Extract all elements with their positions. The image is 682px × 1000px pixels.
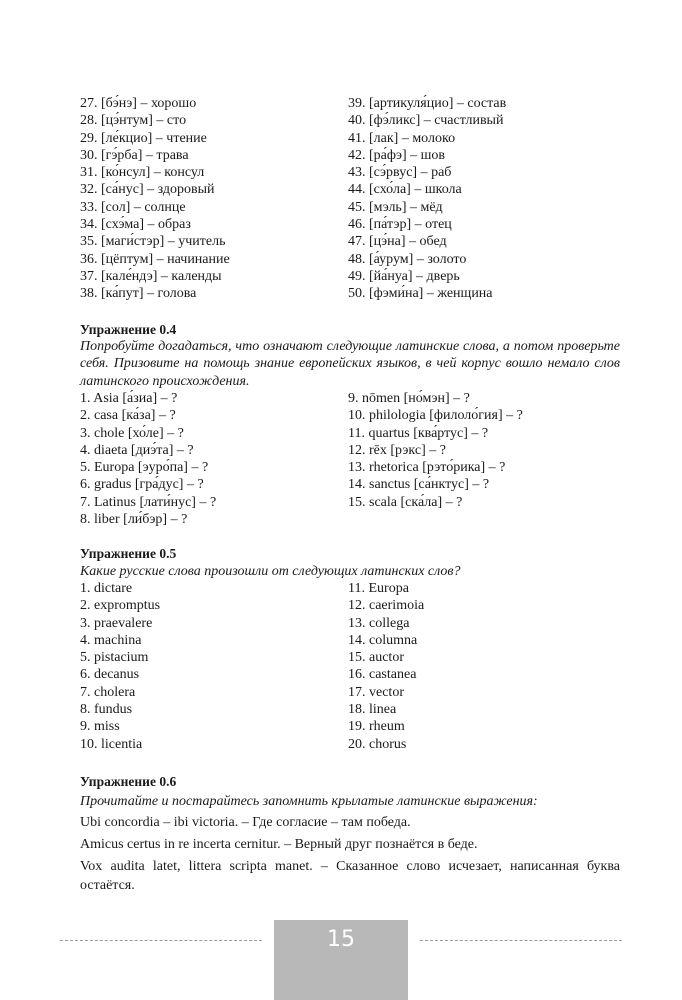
footer-dashed-line-right [420,940,622,941]
page-number-box [274,920,408,1000]
page-footer [60,920,622,1000]
exercise-0-5-right-column [348,580,620,753]
vocab-item: 27. [бэ́нэ] – хорошо [80,96,197,111]
phrase-2: Amicus certus in re incerta cernitur. – Верный друг познаётся в беде. [80,837,478,852]
vocab-item: 36. [цёптум] – начинание [80,251,230,267]
exercise-item: 10. philologia [филоло́гия] – ? [348,408,523,424]
phrase-3: Vox audita latet, littera scripta manet. – Сказанное слово исчезает, написанная буква остаётся. [80,859,620,893]
vocab-item: 45. [мэль] – мёд [348,199,443,215]
exercise-item: 17. vector [348,684,404,700]
exercise-item: 11. Europa [348,581,409,596]
vocab-list [80,95,620,303]
vocab-item: 28. [цэ́нтум] – сто [80,113,187,129]
exercise-0-4-right-column [348,390,620,528]
exercise-0-5-instruction: Какие русские слова произошли от следующих латинских слов? [80,564,461,579]
exercise-0-4-instruction: Попробуйте догадаться, что означают следующие латинские слова, а потом проверьте себя. Призовите на помощь знание европейских языков, в чей корпус вошло немало слов латинского происхождения. [80,339,620,389]
exercise-item: 5. pistacium [80,650,149,666]
vocab-item: 30. [гэ́рба] – трава [80,147,189,163]
vocab-item: 32. [са́нус] – здоровый [80,182,215,198]
vocab-item: 29. [ле́кцио] – чтение [80,130,207,146]
exercise-item: 13. rhetorica [рэто́рика] – ? [348,460,506,476]
phrase-1: Ubi concordia – ibi victoria. – Где согласие – там победа. [80,815,411,830]
exercise-item: 3. praevalere [80,615,153,631]
vocab-item: 49. [йа́нуа] – дверь [348,268,460,284]
exercise-item: 16. castanea [348,667,417,683]
exercise-item: 8. liber [ли́бэр] – ? [80,512,188,528]
exercise-item: 4. machina [80,632,142,648]
exercise-item: 5. Europa [эуро́па] – ? [80,460,209,476]
exercise-0-5-title: Упражнение 0.5 [80,546,177,561]
exercise-0-4-list [80,390,620,528]
exercise-item: 1. Asia [а́зиа] – ? [80,391,178,406]
exercise-item: 10. licentia [80,736,143,752]
vocab-item: 33. [сол] – солнце [80,199,186,215]
exercise-item: 14. sanctus [са́нктус] – ? [348,477,490,493]
exercise-item: 7. cholera [80,684,136,700]
vocab-item: 41. [лак] – молоко [348,130,456,146]
vocab-left-column [80,95,348,303]
exercise-item: 7. Latinus [лати́нус] – ? [80,494,217,510]
vocab-item: 42. [ра́фэ] – шов [348,147,446,163]
vocab-item: 39. [артикуля́цио] – состав [348,96,507,111]
exercise-item: 19. rheum [348,719,405,735]
exercise-item: 18. linea [348,702,397,718]
vocab-item: 46. [па́тэр] – отец [348,217,452,233]
vocab-item: 38. [ка́пут] – голова [80,286,197,302]
exercise-item: 2. expromptus [80,598,161,614]
vocab-item: 48. [а́урум] – золото [348,251,467,267]
vocab-right-column [348,95,620,303]
vocab-item: 47. [цэ́на] – обед [348,234,447,250]
vocab-item: 40. [фэ́ликс] – счастливый [348,113,504,129]
exercise-item: 6. decanus [80,667,140,683]
exercise-item: 1. dictare [80,581,133,596]
exercise-item: 3. chole [хо́ле] – ? [80,425,184,441]
vocab-item: 35. [маги́стэр] – учитель [80,234,226,250]
footer-dashed-line-left [60,940,262,941]
exercise-item: 12. caerimoia [348,598,425,614]
exercise-0-4-title: Упражнение 0.4 [80,322,177,337]
exercise-item: 12. rēx [рэкс] – ? [348,442,446,458]
exercise-item: 8. fundus [80,702,133,718]
vocab-item: 37. [кале́ндэ] – календы [80,268,222,284]
exercise-item: 15. auctor [348,650,404,666]
exercise-item: 15. scala [ска́ла] – ? [348,494,463,510]
exercise-0-5-list [80,580,620,753]
exercise-item: 13. collega [348,615,410,631]
exercise-0-5-left-column [80,580,348,753]
vocab-item: 34. [схэ́ма] – образ [80,217,191,233]
vocab-item: 50. [фэми́на] – женщина [348,286,493,302]
exercise-item: 9. miss [80,719,120,735]
exercise-item: 6. gradus [гра́дус] – ? [80,477,204,493]
exercise-item: 20. chorus [348,736,407,752]
exercise-item: 14. columna [348,632,418,648]
exercise-item: 9. nōmen [но́мэн] – ? [348,391,470,406]
vocab-item: 44. [схо́ла] – школа [348,182,462,198]
exercise-item: 2. casa [ка́за] – ? [80,408,176,424]
vocab-item: 43. [сэ́рвус] – раб [348,165,452,181]
exercise-item: 4. diaeta [диэ́та] – ? [80,442,194,458]
exercise-0-4-left-column [80,390,348,528]
exercise-0-6-instruction: Прочитайте и постарайтесь запомнить крылатые латинские выражения: [80,794,538,809]
vocab-item: 31. [ко́нсул] – консул [80,165,205,181]
exercise-0-6-title: Упражнение 0.6 [80,774,177,789]
exercise-item: 11. quartus [ква́ртус] – ? [348,425,489,441]
page-number: 15 [327,927,355,952]
